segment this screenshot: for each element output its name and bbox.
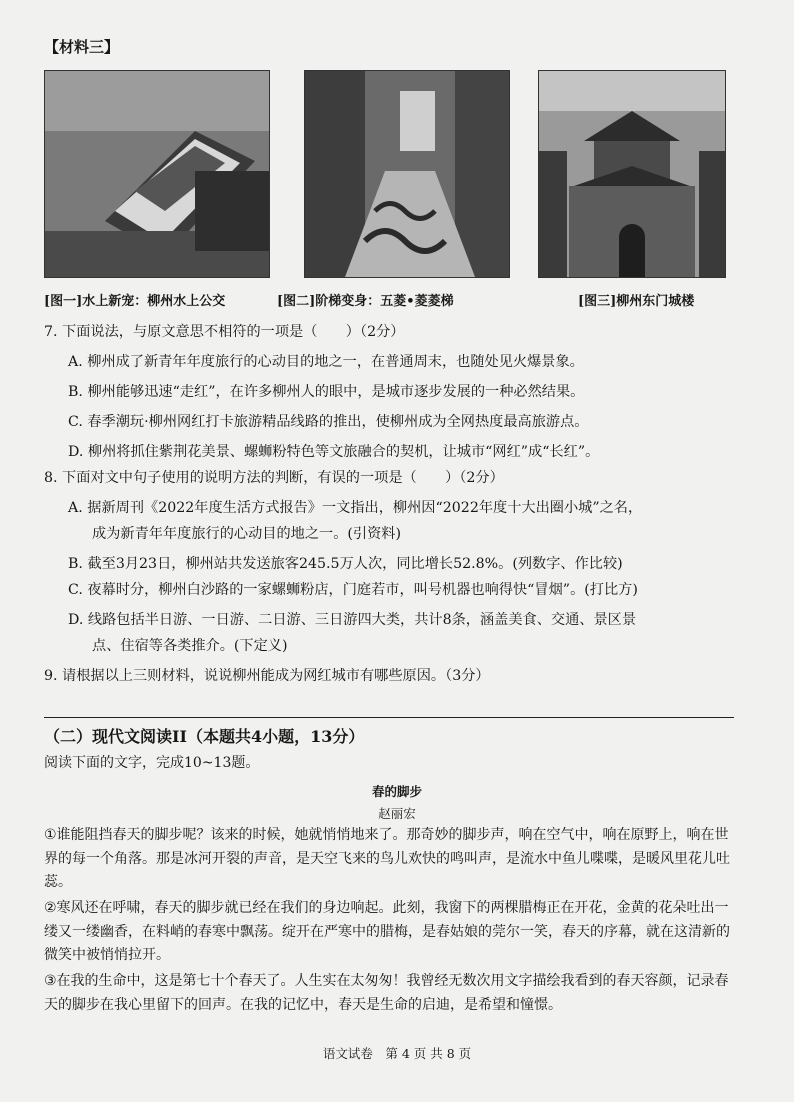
caption-fig2: [图二]阶梯变身：五菱•菱菱梯 — [277, 294, 454, 309]
photo-gate-tower — [538, 70, 726, 278]
caption-fig1: [图一]水上新宠：柳州水上公交 — [44, 294, 226, 309]
q8-option-a: A. 据新周刊《2022年度生活方式报告》一文指出，柳州因“2022年度十大出圈小城”之名， — [68, 500, 643, 516]
section2-instruction: 阅读下面的文字，完成10~13题。 — [44, 755, 260, 771]
page-footer: 语文试卷 第 4 页 共 8 页 — [322, 1046, 472, 1061]
photo-staircase — [304, 70, 510, 278]
section-divider — [44, 717, 734, 718]
article-paragraph-2 — [44, 897, 734, 968]
paragraph-1-text: ①谁能阻挡春天的脚步呢？该来的时候，她就悄悄地来了。那奇妙的脚步声，响在空气中，响在原野上，响在世界的每一个角落。那是冰河开裂的声音，是天空飞来的鸟儿欢快的鸣叫声，是流水中鱼儿喋喋，是暖风里花儿吐蕊。 — [44, 827, 730, 890]
photo-water-bus — [44, 70, 270, 278]
article-paragraph-3 — [44, 970, 734, 1017]
q7-option-a: A. 柳州成了新青年年度旅行的心动目的地之一，在普通周末，也随处见火爆景象。 — [68, 354, 584, 370]
caption-fig3: [图三]柳州东门城楼 — [578, 294, 695, 309]
article-author: 赵丽宏 — [378, 806, 416, 821]
q8-option-c: C. 夜幕时分，柳州白沙路的一家螺蛳粉店，门庭若市，叫号机器也响得快“冒烟”。(打比方) — [68, 582, 638, 598]
q7-option-c: C. 春季潮玩·柳州网红打卡旅游精品线路的推出，使柳州成为全网热度最高旅游点。 — [68, 414, 589, 430]
paragraph-3-text: ③在我的生命中，这是第七十个春天了。人生实在太匆匆！我曾经无数次用文字描绘我看到的春天容颜，记录春天的脚步在我心里留下的回声。在我的记忆中，春天是生命的启迪，是希望和憧憬。 — [44, 973, 729, 1013]
q9-stem: 9. 请根据以上三则材料，说说柳州能成为网红城市有哪些原因。（3分） — [44, 668, 490, 684]
q7-stem: 7. 下面说法，与原文意思不相符的一项是（ ）（2分） — [44, 324, 405, 340]
article-paragraph-1 — [44, 824, 734, 895]
material-title: 【材料三】 — [44, 38, 120, 56]
q7-option-d: D. 柳州将抓住紫荆花美景、螺蛳粉特色等文旅融合的契机，让城市“网红”成“长红”。 — [68, 444, 600, 460]
section2-title: （二）现代文阅读II（本题共4小题，13分） — [44, 727, 365, 746]
q8-option-d: D. 线路包括半日游、一日游、二日游、三日游四大类，共计8条，涵盖美食、交通、景区景 — [68, 612, 637, 628]
q8-option-d-cont: 点、住宿等各类推介。(下定义) — [92, 638, 288, 654]
article-title: 春的脚步 — [371, 784, 422, 799]
q8-option-b: B. 截至3月23日，柳州站共发送旅客245.5万人次，同比增长52.8%。(列数字、作比较) — [68, 556, 623, 572]
q8-stem: 8. 下面对文中句子使用的说明方法的判断，有误的一项是（ ）（2分） — [44, 470, 504, 486]
q8-option-a-cont: 成为新青年年度旅行的心动目的地之一。(引资料) — [92, 526, 402, 542]
paragraph-2-text: ②寒风还在呼啸，春天的脚步就已经在我们的身边响起。此刻，我窗下的两棵腊梅正在开花，金黄的花朵吐出一缕又一缕幽香，在料峭的春寒中飘荡。绽开在严寒中的腊梅，是春姑娘的莞尔一笑，春天的序幕，就在这清新的微笑中被悄悄拉开。 — [44, 900, 730, 963]
q7-option-b: B. 柳州能够迅速“走红”，在许多柳州人的眼中，是城市逐步发展的一种必然结果。 — [68, 384, 585, 400]
